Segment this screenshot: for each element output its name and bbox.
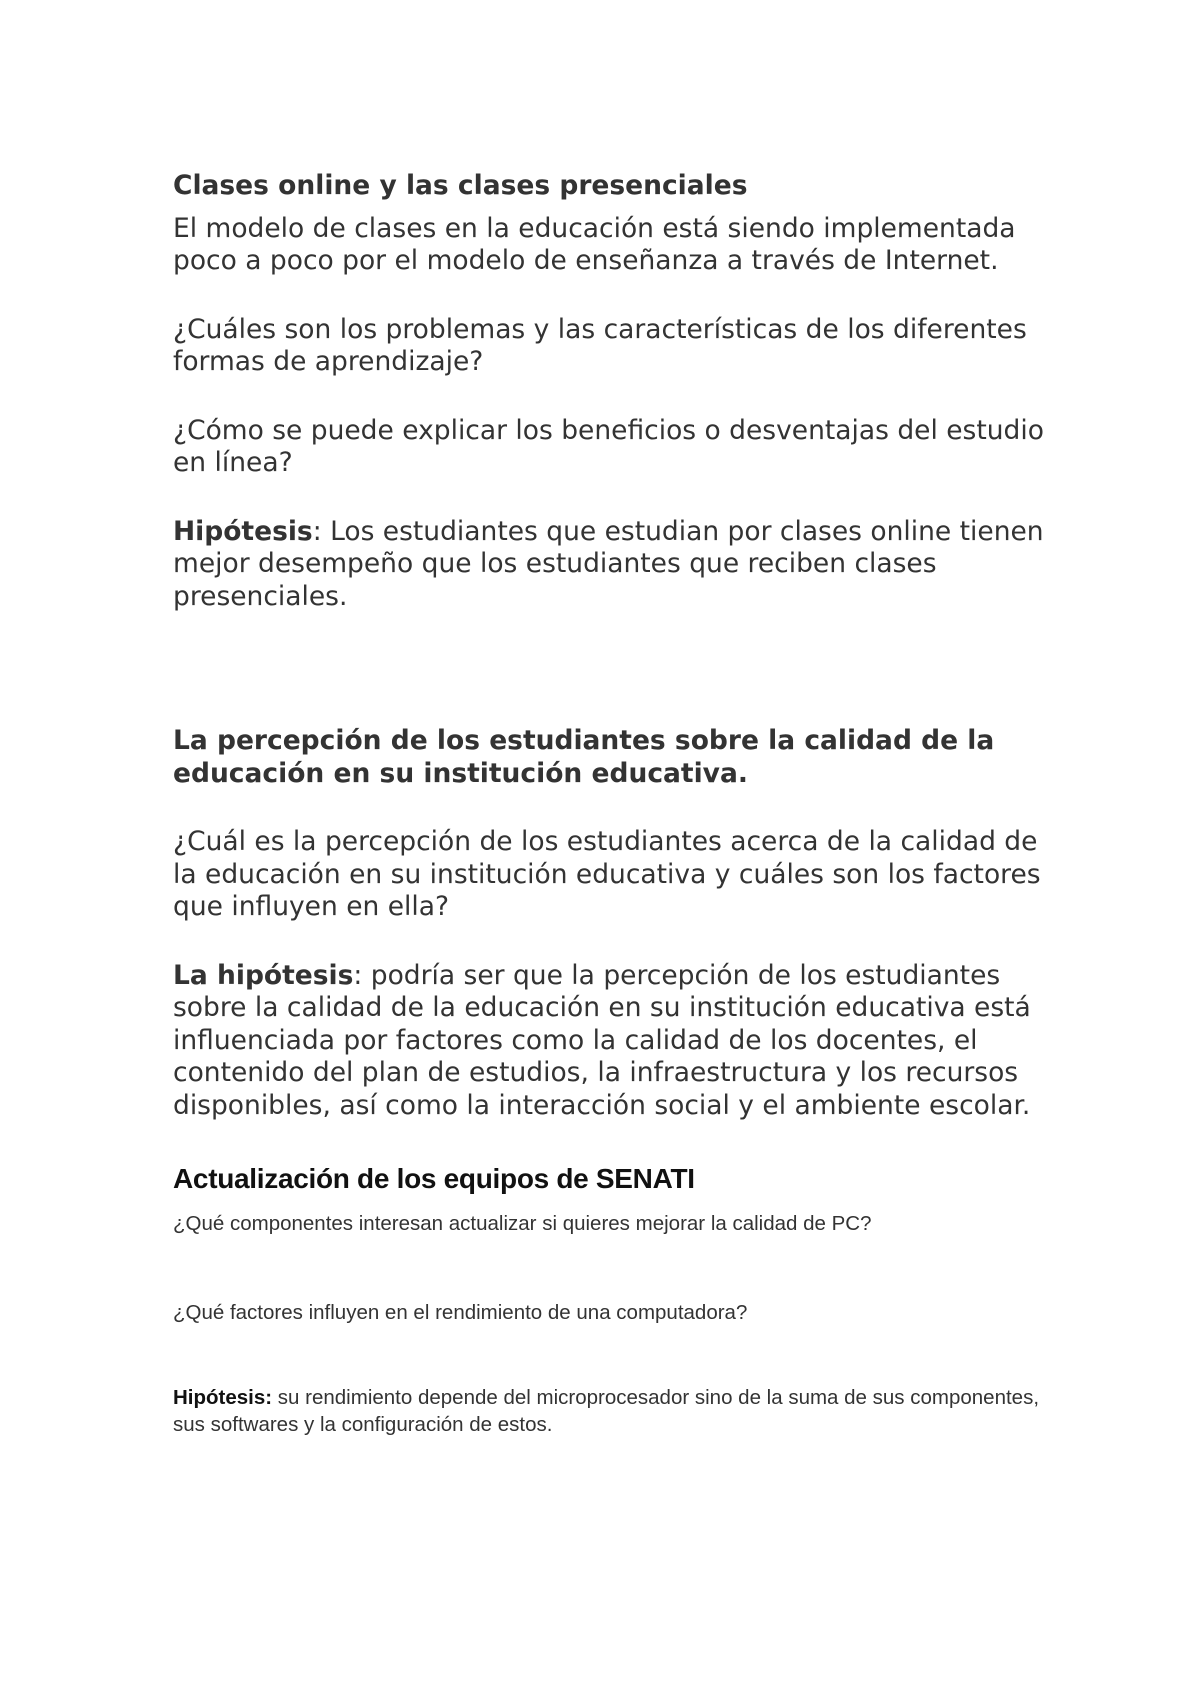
section1-title: Clases online y las clases presenciales (173, 170, 748, 201)
section1-hypothesis-label: Hipótesis (173, 515, 313, 547)
section1-hypothesis (173, 516, 1053, 614)
section2-hypothesis-label: La hipótesis (173, 959, 354, 991)
section1-hypothesis-text: : Los estudiantes que estudian por clases online tienen mejor desempeño que los estudiantes que reciben clases presenciales. (173, 515, 1044, 612)
section3-hypothesis-text: su rendimiento depende del microprocesador sino de la suma de sus componentes, sus softwares y la configuración de estos. (173, 1386, 1040, 1436)
section2-title: La percepción de los estudiantes sobre la calidad de la educación en su institución educativa. (173, 725, 995, 789)
section1-intro: El modelo de clases en la educación está siendo implementada poco a poco por el modelo de enseñanza a través de Internet. (173, 212, 1016, 276)
section2-question: ¿Cuál es la percepción de los estudiantes acerca de la calidad de la educación en su institución educativa y cuáles son los factores que influyen en ella? (173, 826, 1041, 922)
section3-title: Actualización de los equipos de SENATI (173, 1163, 695, 1194)
section3-hypothesis (173, 1384, 1053, 1438)
section2-hypothesis (173, 960, 1053, 1123)
section1-question1: ¿Cuáles son los problemas y las características de los diferentes formas de aprendizaje? (173, 313, 1027, 377)
section3-question2: ¿Qué factores influyen en el rendimiento de una computadora? (173, 1301, 748, 1324)
section3-hypothesis-label: Hipótesis: (173, 1386, 273, 1409)
section2-hypothesis-text: : podría ser que la percepción de los estudiantes sobre la calidad de la educación en su institución educativa está influenciada por factores como la calidad de los docentes, el contenido del plan de estudios, la infraestructura y los recursos disponibles, así como la interacción social y el ambiente escolar. (173, 959, 1031, 1121)
section3-question1: ¿Qué componentes interesan actualizar si quieres mejorar la calidad de PC? (173, 1212, 872, 1235)
document-body (173, 170, 1053, 1438)
section3 (173, 1162, 1053, 1438)
section1-question2: ¿Cómo se puede explicar los beneficios o desventajas del estudio en línea? (173, 414, 1044, 478)
